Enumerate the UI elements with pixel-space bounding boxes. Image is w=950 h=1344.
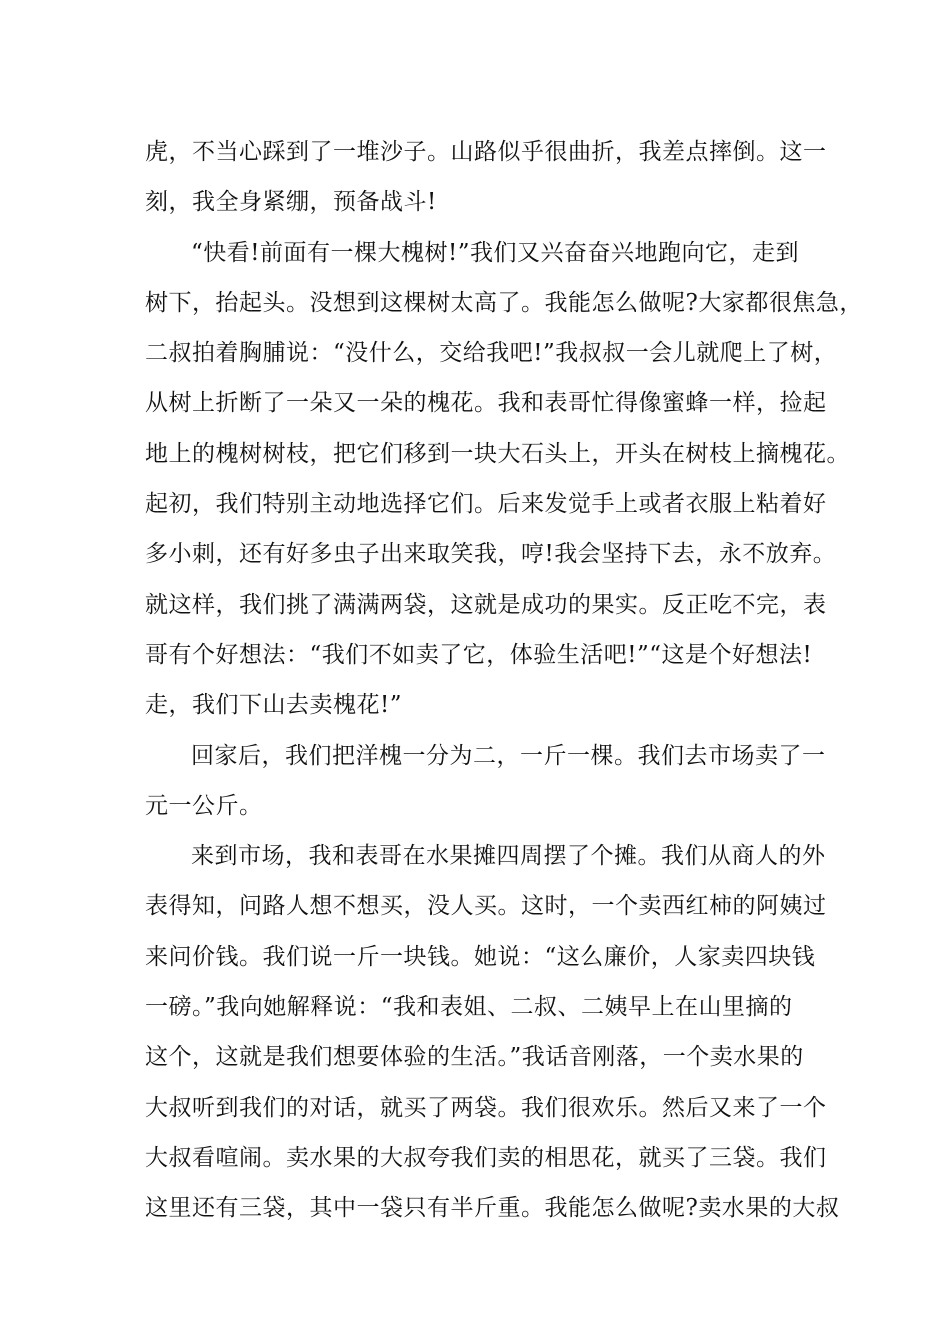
text-line: 走，我们下山去卖槐花!” — [145, 692, 403, 719]
text-line: 就这样，我们挑了满满两袋，这就是成功的果实。反正吃不完，表 — [145, 591, 827, 618]
text-line: 大叔听到我们的对话，就买了两袋。我们很欢乐。然后又来了一个 — [145, 1094, 827, 1121]
paragraph-first-line: 回家后，我们把洋槐一分为二，一斤一棵。我们去市场卖了一 — [191, 742, 826, 769]
text-line: 这里还有三袋，其中一袋只有半斤重。我能怎么做呢?卖水果的大叔 — [145, 1195, 840, 1222]
text-line: 来问价钱。我们说一斤一块钱。她说：“这么廉价，人家卖四块钱 — [145, 943, 816, 970]
body-text — [145, 127, 863, 1234]
paragraph-first-line: “快看!前面有一棵大槐树!”我们又兴奋奋兴地跑向它，走到 — [191, 239, 800, 266]
text-line: 树下，抬起头。没想到这棵树太高了。我能怎么做呢?大家都很焦急， — [145, 289, 863, 316]
text-line: 从树上折断了一朵又一朵的槐花。我和表哥忙得像蜜蜂一样，捡起 — [145, 390, 827, 417]
text-line: 这个，这就是我们想要体验的生活。”我话音刚落，一个卖水果的 — [145, 1044, 804, 1071]
text-line: 刻，我全身紧绷，预备战斗! — [145, 189, 437, 216]
text-line: 表得知，问路人想不想买，没人买。这时，一个卖西红柿的阿姨过 — [145, 893, 827, 920]
text-line: 二叔拍着胸脯说：“没什么，交给我吧!”我叔叔一会儿就爬上了树， — [145, 340, 838, 367]
text-line: 起初，我们特别主动地选择它们。后来发觉手上或者衣服上粘着好 — [145, 491, 827, 518]
text-line: 地上的槐树树枝，把它们移到一块大石头上，开头在树枝上摘槐花。 — [145, 440, 850, 467]
text-line: 大叔看喧闹。卖水果的大叔夸我们卖的相思花，就买了三袋。我们 — [145, 1144, 827, 1171]
text-line: 多小刺，还有好多虫子出来取笑我，哼!我会坚持下去，永不放弃。 — [145, 541, 837, 568]
text-line: 一磅。”我向她解释说：“我和表姐、二叔、二姨早上在山里摘的 — [145, 994, 793, 1021]
paragraph-first-line: 来到市场，我和表哥在水果摊四周摆了个摊。我们从商人的外 — [191, 843, 826, 870]
text-line: 哥有个好想法：“我们不如卖了它，体验生活吧!”“这是个好想法! — [145, 641, 813, 668]
text-line: 元一公斤。 — [145, 792, 263, 819]
text-line: 虎，不当心踩到了一堆沙子。山路似乎很曲折，我差点摔倒。这一 — [145, 139, 827, 165]
